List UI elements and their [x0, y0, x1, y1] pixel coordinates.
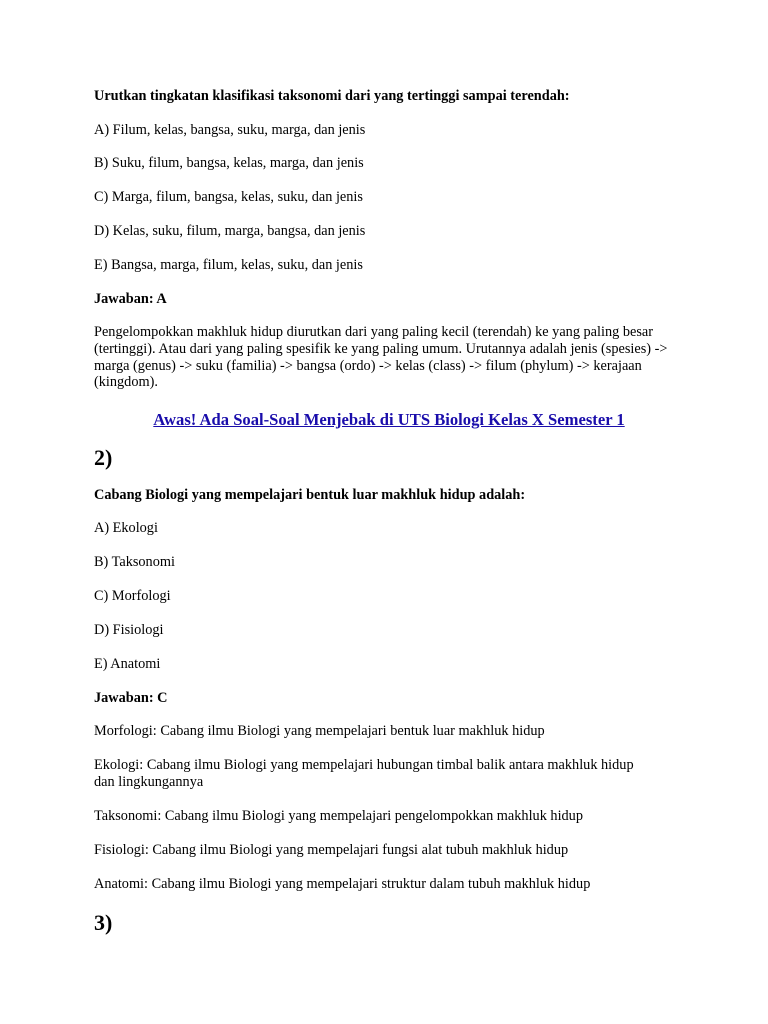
q1-option-b: B) Suku, filum, bangsa, kelas, marga, dan jenis	[94, 155, 364, 171]
q3-number: 3)	[94, 910, 113, 935]
q2-explanation-fisiologi: Fisiologi: Cabang ilmu Biologi yang mempelajari fungsi alat tubuh makhluk hidup	[94, 842, 569, 858]
q1-option-a: A) Filum, kelas, bangsa, suku, marga, dan jenis	[94, 122, 366, 138]
q2-option-c: C) Morfologi	[94, 588, 171, 604]
related-article-link[interactable]: Awas! Ada Soal-Soal Menjebak di UTS Biologi Kelas X Semester 1	[153, 410, 625, 429]
q1-explanation: Pengelompokkan makhluk hidup diurutkan dari yang paling kecil (terendah) ke yang paling besar (tertinggi). Atau dari yang paling spesifik ke yang paling umum. Urutannya adalah jenis (spesies) -> marga (genus) -> suku (familia) -> bangsa (ordo) -> kelas (class) -> filum (phylum) -> kerajaan (kingdom).	[94, 324, 668, 391]
q2-answer: Jawaban: C	[94, 690, 168, 706]
q1-option-e: E) Bangsa, marga, filum, kelas, suku, dan jenis	[94, 257, 363, 273]
q2-option-a: A) Ekologi	[94, 520, 158, 536]
q2-option-e: E) Anatomi	[94, 656, 161, 672]
q2-explanation-ekologi: Ekologi: Cabang ilmu Biologi yang mempelajari hubungan timbal balik antara makhluk hidup dan lingkungannya	[94, 757, 634, 790]
q2-number: 2)	[94, 445, 113, 470]
q2-option-d: D) Fisiologi	[94, 622, 164, 638]
q1-option-c: C) Marga, filum, bangsa, kelas, suku, dan jenis	[94, 189, 363, 205]
q2-explanation-anatomi: Anatomi: Cabang ilmu Biologi yang mempelajari struktur dalam tubuh makhluk hidup	[94, 876, 591, 892]
q2-explanation-morfologi: Morfologi: Cabang ilmu Biologi yang mempelajari bentuk luar makhluk hidup	[94, 723, 545, 739]
q2-explanation-taksonomi: Taksonomi: Cabang ilmu Biologi yang mempelajari pengelompokkan makhluk hidup	[94, 808, 583, 824]
q2-option-b: B) Taksonomi	[94, 554, 175, 570]
q1-question: Urutkan tingkatan klasifikasi taksonomi dari yang tertinggi sampai terendah:	[94, 88, 570, 104]
q1-option-d: D) Kelas, suku, filum, marga, bangsa, dan jenis	[94, 223, 366, 239]
q1-answer: Jawaban: A	[94, 291, 167, 307]
q2-question: Cabang Biologi yang mempelajari bentuk luar makhluk hidup adalah:	[94, 487, 526, 503]
